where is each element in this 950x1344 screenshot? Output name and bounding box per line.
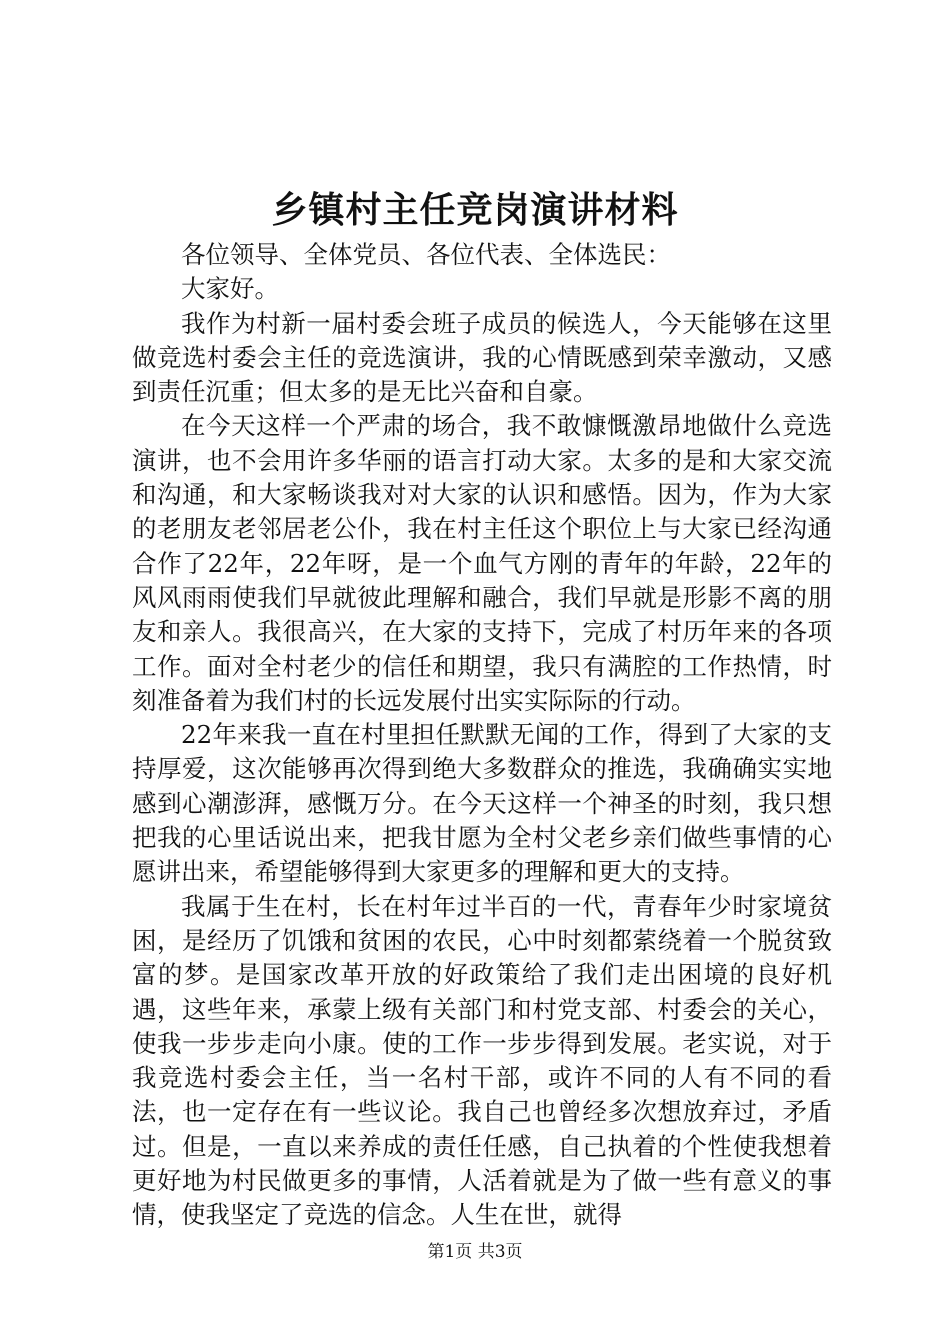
paragraph-gratitude: 22年来我一直在村里担任默默无闻的工作，得到了大家的支持厚爱，这次能够再次得到绝大多数群众的推选，我确确实实地感到心潮澎湃，感慨万分。在今天这样一个神圣的时刻，我只想把我的心里话说出来，把我甘愿为全村父老乡亲们做些事情的心愿讲出来，希望能够得到大家更多的理解和更大的支持。 [132, 720, 832, 887]
paragraph-background: 我属于生在村，长在村年过半百的一代，青春年少时家境贫困，是经历了饥饿和贫困的农民，心中时刻都萦绕着一个脱贫致富的梦。是国家改革开放的好政策给了我们走出困境的良好机遇，这些年来，承蒙上级有关部门和村党支部、村委会的关心，使我一步步走向小康。使的工作一步步得到发展。老实说，对于我竞选村委会主任，当一名村干部，或许不同的人有不同的看法，也一定存在有一些议论。我自己也曾经多次想放弃过，矛盾过。但是，一直以来养成的责任任感，自己执着的个性使我想着更好地为村民做更多的事情，人活着就是为了做一些有意义的事情，使我坚定了竞选的信念。人生在世，就得 [132, 891, 832, 1230]
paragraph-intro: 我作为村新一届村委会班子成员的候选人，今天能够在这里做竞选村委会主任的竞选演讲，我的心情既感到荣幸激动，又感到责任沉重；但太多的是无比兴奋和自豪。 [132, 308, 832, 407]
page-number-footer: 第1页 共3页 [427, 1242, 523, 1262]
document-body [132, 238, 832, 1233]
paragraph-salutation: 各位领导、全体党员、各位代表、全体选民： [181, 240, 671, 269]
paragraph-greeting: 大家好。 [181, 274, 279, 304]
paragraph-occasion: 在今天这样一个严肃的场合，我不敢慷慨激昂地做什么竞选演讲，也不会用许多华丽的语言打动大家。太多的是和大家交流和沟通，和大家畅谈我对对大家的认识和感悟。因为，作为大家的老朋友老邻居老公仆，我在村主任这个职位上与大家已经沟通合作了22年，22年呀，是一个血气方刚的青年的年龄，22年的风风雨雨使我们早就彼此理解和融合，我们早就是形影不离的朋友和亲人。我很高兴，在大家的支持下，完成了村历年来的各项工作。面对全村老少的信任和期望，我只有满腔的工作热情，时刻准备着为我们村的长远发展付出实实际际的行动。 [132, 411, 832, 715]
document-title: 乡镇村主任竞岗演讲材料 [271, 189, 679, 231]
